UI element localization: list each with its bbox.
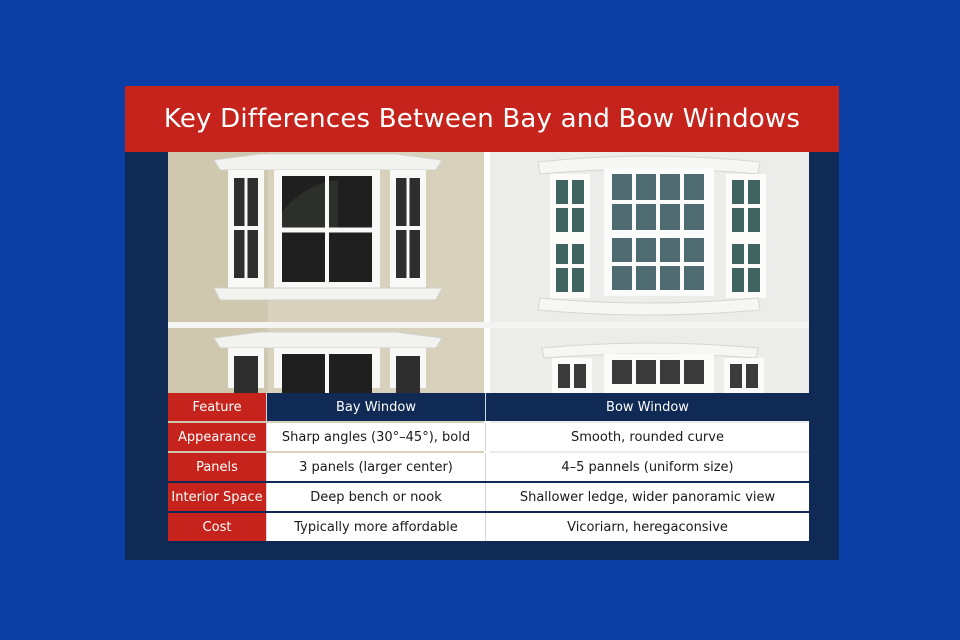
bay-value: 3 panels (larger center) [266, 453, 485, 481]
table-row [168, 483, 809, 511]
feature-label: Interior Space [168, 483, 266, 511]
feature-label: Cost [168, 513, 266, 541]
table-row [168, 513, 809, 541]
bay-value: Typically more affordable [266, 513, 485, 541]
bow-value: Smooth, rounded curve [485, 423, 809, 451]
table-row [168, 423, 809, 451]
feature-label: Panels [168, 453, 266, 481]
table-header-row [168, 393, 809, 421]
title-bar [125, 86, 839, 152]
bow-value: Shallower ledge, wider panoramic view [485, 483, 809, 511]
header-feature: Feature [168, 393, 266, 421]
table-row [168, 453, 809, 481]
bow-window-photo-icon [538, 156, 766, 315]
bay-value: Deep bench or nook [266, 483, 485, 511]
feature-label: Appearance [168, 423, 266, 451]
bow-value: Vicoriarn, heregaconsive [485, 513, 809, 541]
header-bow-window: Bow Window [485, 393, 809, 421]
comparison-card [125, 86, 839, 560]
bay-value: Sharp angles (30°–45°), bold [266, 423, 485, 451]
comparison-table [168, 393, 809, 542]
header-bay-window: Bay Window [266, 393, 485, 421]
bay-window-photo-icon [214, 154, 442, 300]
bow-value: 4–5 pannels (uniform size) [485, 453, 809, 481]
page-title: Key Differences Between Bay and Bow Windows [163, 104, 801, 134]
